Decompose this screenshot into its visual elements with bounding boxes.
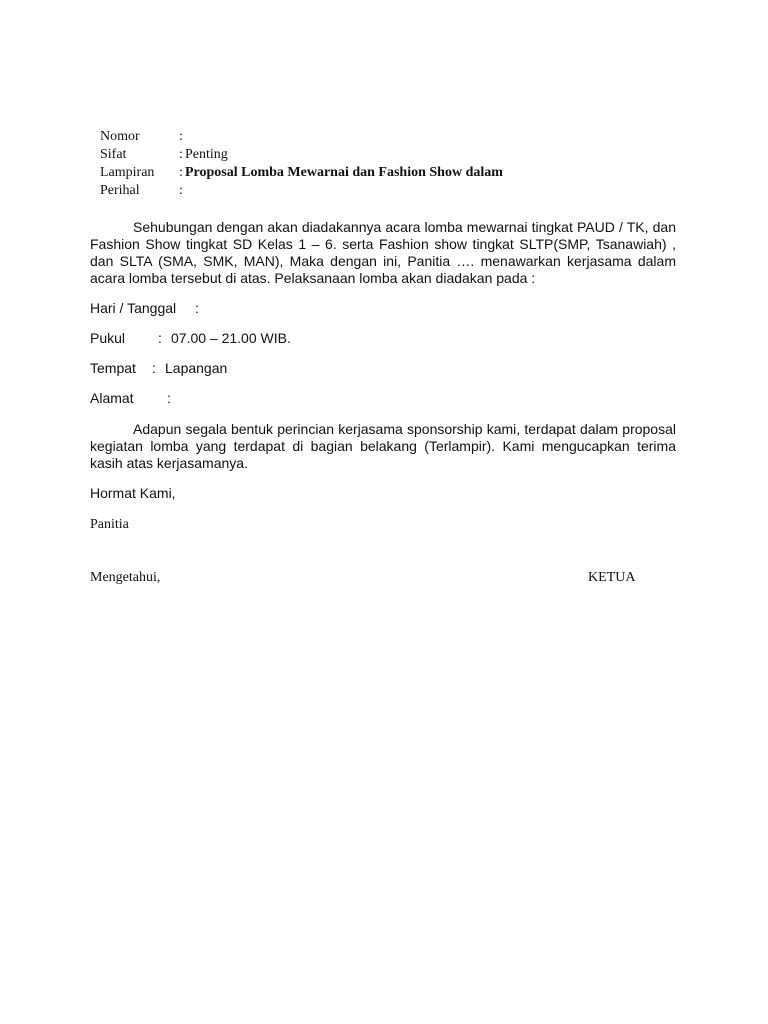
field-alamat xyxy=(90,390,177,407)
field-colon: : xyxy=(158,330,162,346)
signature-chair: KETUA xyxy=(588,570,636,585)
header-row-lampiran xyxy=(100,164,503,182)
header-value: Proposal Lomba Mewarnai dan Fashion Show dalam xyxy=(185,165,503,180)
header-colon: : xyxy=(179,165,183,180)
field-label: Pukul xyxy=(90,330,126,346)
body-paragraph-intro xyxy=(90,219,676,287)
paragraph-text: Adapun segala bentuk perincian kerjasama sponsorship kami, terdapat dalam proposal kegiatan lomba yang terdapat di bagian belakang (Terlampir). Kami mengucapkan terima kasih atas kerjasamanya. xyxy=(90,421,676,471)
field-value: 07.00 – 21.00 WIB. xyxy=(171,330,291,346)
signature-acknowledged: Mengetahui, xyxy=(90,570,161,585)
paragraph-text: Sehubungan dengan akan diadakannya acara lomba mewarnai tingkat PAUD / TK, dan Fashion Show tingkat SD Kelas 1 – 6. serta Fashion show tingkat SLTP(SMP, Tsanawiah) , dan SLTA (SMA, SMK, MAN), Maka dengan ini, Panitia …. menawarkan kerjasama dalam acara lomba tersebut di atas. Pelaksanaan lomba akan diadakan pada : xyxy=(90,219,676,286)
header-colon: : xyxy=(179,147,183,162)
closing-greeting: Hormat Kami, xyxy=(90,485,176,501)
field-colon: : xyxy=(167,390,171,406)
header-label: Nomor xyxy=(100,129,140,144)
header-label: Lampiran xyxy=(100,165,155,180)
field-label: Alamat xyxy=(90,390,134,406)
field-value: Lapangan xyxy=(165,360,228,376)
field-label: Tempat xyxy=(90,360,136,376)
header-row-sifat xyxy=(100,146,503,164)
field-hari-tanggal xyxy=(90,300,205,317)
header-row-nomor xyxy=(100,128,503,146)
signature-committee: Panitia xyxy=(90,517,129,532)
body-paragraph-sponsorship xyxy=(90,421,676,472)
header-value: Penting xyxy=(185,147,228,162)
field-colon: : xyxy=(195,300,199,316)
field-colon: : xyxy=(152,360,156,376)
header-row-perihal xyxy=(100,182,503,200)
field-tempat xyxy=(90,360,227,377)
header-colon: : xyxy=(179,183,183,198)
header-colon: : xyxy=(179,129,183,144)
header-label: Sifat xyxy=(100,147,127,162)
letter-header xyxy=(100,128,503,200)
header-label: Perihal xyxy=(100,183,140,198)
field-label: Hari / Tanggal xyxy=(90,300,177,316)
field-pukul xyxy=(90,330,291,347)
